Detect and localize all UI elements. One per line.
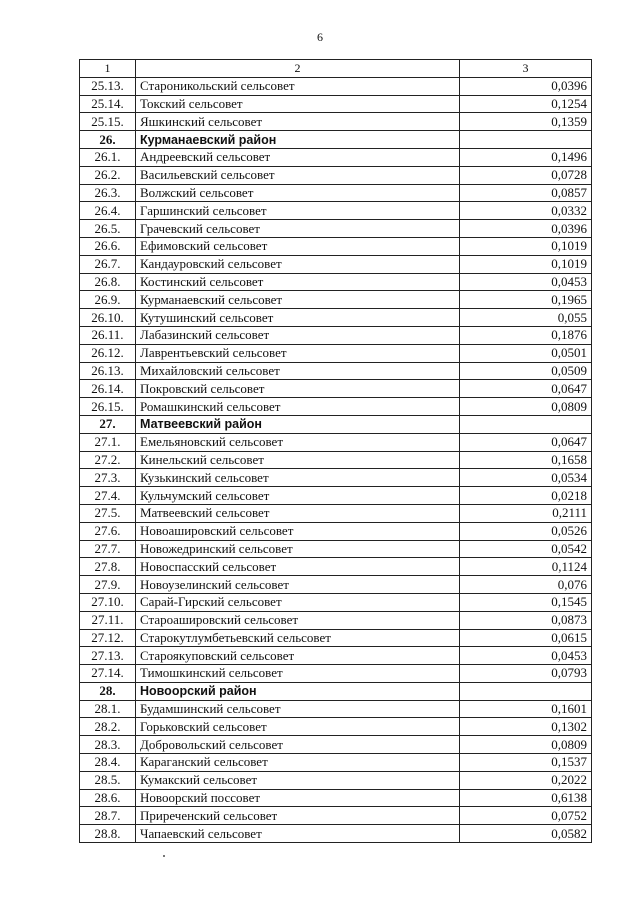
municipality-name: Лабазинский сельсовет (136, 326, 460, 344)
municipality-name: Староякуповский сельсовет (136, 647, 460, 665)
municipality-name: Васильевский сельсовет (136, 166, 460, 184)
row-number: 26.2. (80, 166, 136, 184)
municipality-name: Костинский сельсовет (136, 273, 460, 291)
municipality-name: Кинельский сельсовет (136, 451, 460, 469)
row-number: 27.6. (80, 522, 136, 540)
municipality-name: Новоспасский сельсовет (136, 558, 460, 576)
coefficient-value: 0,0534 (460, 469, 592, 487)
row-number: 26. (80, 131, 136, 149)
coefficient-value: 0,1965 (460, 291, 592, 309)
table-row (80, 665, 592, 683)
table-row (80, 611, 592, 629)
coefficient-value: 0,1302 (460, 718, 592, 736)
district-header-row (80, 682, 592, 700)
table-row (80, 148, 592, 166)
row-number: 27.9. (80, 576, 136, 594)
table-row (80, 593, 592, 611)
row-number: 27.7. (80, 540, 136, 558)
coefficient-value: 0,0752 (460, 807, 592, 825)
table-row (80, 700, 592, 718)
column-header-name: 2 (136, 60, 460, 78)
municipality-name: Гаршинский сельсовет (136, 202, 460, 220)
municipality-name: Будамшинский сельсовет (136, 700, 460, 718)
coefficient-value: 0,0615 (460, 629, 592, 647)
table-row (80, 522, 592, 540)
row-number: 26.5. (80, 220, 136, 238)
coefficient-value: 0,0542 (460, 540, 592, 558)
coefficient-value: 0,0728 (460, 166, 592, 184)
coefficient-value: 0,1019 (460, 237, 592, 255)
municipality-name: Ромашкинский сельсовет (136, 398, 460, 416)
table-row (80, 629, 592, 647)
table-header-row (80, 60, 592, 78)
municipality-name: Добровольский сельсовет (136, 736, 460, 754)
table-row (80, 754, 592, 772)
coefficient-value: 0,0647 (460, 433, 592, 451)
municipality-name: Приреченский сельсовет (136, 807, 460, 825)
coefficient-value: 0,1545 (460, 593, 592, 611)
row-number: 28.7. (80, 807, 136, 825)
row-number: 27. (80, 415, 136, 433)
row-number: 25.14. (80, 95, 136, 113)
coefficient-value (460, 131, 592, 149)
municipality-name: Новоорский поссовет (136, 789, 460, 807)
row-number: 26.14. (80, 380, 136, 398)
row-number: 26.13. (80, 362, 136, 380)
row-number: 27.5. (80, 504, 136, 522)
municipality-name: Староникольский сельсовет (136, 77, 460, 95)
table-row (80, 380, 592, 398)
table-row (80, 362, 592, 380)
row-number: 28.3. (80, 736, 136, 754)
table-row (80, 558, 592, 576)
row-number: 28.8. (80, 825, 136, 843)
row-number: 27.14. (80, 665, 136, 683)
municipality-name: Кандауровский сельсовет (136, 255, 460, 273)
row-number: 27.12. (80, 629, 136, 647)
municipality-name: Волжский сельсовет (136, 184, 460, 202)
table-row (80, 718, 592, 736)
district-name: Курманаевский район (136, 131, 460, 149)
coefficient-value (460, 682, 592, 700)
row-number: 26.7. (80, 255, 136, 273)
table-row (80, 487, 592, 505)
municipality-name: Матвеевский сельсовет (136, 504, 460, 522)
table-row (80, 469, 592, 487)
row-number: 27.2. (80, 451, 136, 469)
row-number: 28.5. (80, 771, 136, 789)
row-number: 26.3. (80, 184, 136, 202)
coefficient-value: 0,0453 (460, 647, 592, 665)
coefficient-value: 0,0857 (460, 184, 592, 202)
table-row (80, 540, 592, 558)
municipality-name: Горьковский сельсовет (136, 718, 460, 736)
scan-speck (163, 855, 165, 857)
table-row (80, 309, 592, 327)
municipality-name: Кумакский сельсовет (136, 771, 460, 789)
coefficient-value: 0,0501 (460, 344, 592, 362)
coefficient-value: 0,0873 (460, 611, 592, 629)
table-row (80, 166, 592, 184)
table-row (80, 504, 592, 522)
table-row (80, 255, 592, 273)
table-row (80, 736, 592, 754)
coefficient-value: 0,6138 (460, 789, 592, 807)
municipality-name: Яшкинский сельсовет (136, 113, 460, 131)
row-number: 26.10. (80, 309, 136, 327)
row-number: 27.13. (80, 647, 136, 665)
coefficient-value: 0,1019 (460, 255, 592, 273)
coefficient-value: 0,0582 (460, 825, 592, 843)
row-number: 27.4. (80, 487, 136, 505)
municipality-name: Лаврентьевский сельсовет (136, 344, 460, 362)
coefficient-value: 0,0396 (460, 77, 592, 95)
table-row (80, 433, 592, 451)
row-number: 27.8. (80, 558, 136, 576)
municipality-name: Кульчумский сельсовет (136, 487, 460, 505)
coefficient-value: 0,0396 (460, 220, 592, 238)
table-row (80, 326, 592, 344)
municipality-name: Токский сельсовет (136, 95, 460, 113)
municipality-name: Грачевский сельсовет (136, 220, 460, 238)
coefficient-value: 0,2022 (460, 771, 592, 789)
coefficient-value: 0,1254 (460, 95, 592, 113)
municipality-name: Чапаевский сельсовет (136, 825, 460, 843)
coefficient-value: 0,1537 (460, 754, 592, 772)
municipality-name: Покровский сельсовет (136, 380, 460, 398)
table-row (80, 184, 592, 202)
row-number: 27.1. (80, 433, 136, 451)
table-row (80, 576, 592, 594)
row-number: 27.10. (80, 593, 136, 611)
coefficient-value: 0,1601 (460, 700, 592, 718)
table-row (80, 398, 592, 416)
municipality-name: Старокутлумбетьевский сельсовет (136, 629, 460, 647)
coefficient-value: 0,0218 (460, 487, 592, 505)
municipality-name: Курманаевский сельсовет (136, 291, 460, 309)
district-name: Матвеевский район (136, 415, 460, 433)
coefficient-value: 0,2111 (460, 504, 592, 522)
coefficient-value (460, 415, 592, 433)
row-number: 28. (80, 682, 136, 700)
municipality-name: Караганский сельсовет (136, 754, 460, 772)
table-row (80, 95, 592, 113)
municipality-name: Тимошкинский сельсовет (136, 665, 460, 683)
table-row (80, 825, 592, 843)
row-number: 26.11. (80, 326, 136, 344)
coefficient-value: 0,076 (460, 576, 592, 594)
table-row (80, 220, 592, 238)
column-header-number: 1 (80, 60, 136, 78)
municipality-name: Андреевский сельсовет (136, 148, 460, 166)
row-number: 26.9. (80, 291, 136, 309)
district-name: Новоорский район (136, 682, 460, 700)
municipality-name: Кутушинский сельсовет (136, 309, 460, 327)
table-row (80, 451, 592, 469)
coefficient-value: 0,0509 (460, 362, 592, 380)
table-body (80, 77, 592, 842)
row-number: 28.4. (80, 754, 136, 772)
coefficient-value: 0,0809 (460, 736, 592, 754)
municipality-name: Новожедринский сельсовет (136, 540, 460, 558)
allocation-table (79, 59, 592, 843)
table-row (80, 237, 592, 255)
table-row (80, 344, 592, 362)
coefficient-value: 0,1359 (460, 113, 592, 131)
coefficient-value: 0,0332 (460, 202, 592, 220)
row-number: 25.13. (80, 77, 136, 95)
row-number: 28.6. (80, 789, 136, 807)
coefficient-value: 0,0647 (460, 380, 592, 398)
table-row (80, 647, 592, 665)
row-number: 27.3. (80, 469, 136, 487)
table-row (80, 291, 592, 309)
coefficient-value: 0,0526 (460, 522, 592, 540)
row-number: 26.4. (80, 202, 136, 220)
table-row (80, 807, 592, 825)
municipality-name: Кузькинский сельсовет (136, 469, 460, 487)
table-row (80, 273, 592, 291)
coefficient-value: 0,0793 (460, 665, 592, 683)
row-number: 28.1. (80, 700, 136, 718)
row-number: 26.1. (80, 148, 136, 166)
municipality-name: Староаширoвский сельсовет (136, 611, 460, 629)
row-number: 26.8. (80, 273, 136, 291)
municipality-name: Ефимовский сельсовет (136, 237, 460, 255)
district-header-row (80, 131, 592, 149)
table-row (80, 789, 592, 807)
coefficient-value: 0,1876 (460, 326, 592, 344)
table-row (80, 771, 592, 789)
municipality-name: Новоаширoвский сельсовет (136, 522, 460, 540)
row-number: 26.6. (80, 237, 136, 255)
table-row (80, 113, 592, 131)
coefficient-value: 0,1496 (460, 148, 592, 166)
coefficient-value: 0,1658 (460, 451, 592, 469)
district-header-row (80, 415, 592, 433)
municipality-name: Новоузелинский сельсовет (136, 576, 460, 594)
row-number: 28.2. (80, 718, 136, 736)
municipality-name: Емельяновский сельсовет (136, 433, 460, 451)
municipality-name: Михайловский сельсовет (136, 362, 460, 380)
coefficient-value: 0,1124 (460, 558, 592, 576)
page-number: 6 (317, 30, 323, 44)
row-number: 26.15. (80, 398, 136, 416)
municipality-name: Сарай-Гирский сельсовет (136, 593, 460, 611)
coefficient-value: 0,055 (460, 309, 592, 327)
coefficient-value: 0,0453 (460, 273, 592, 291)
row-number: 25.15. (80, 113, 136, 131)
column-header-value: 3 (460, 60, 592, 78)
row-number: 27.11. (80, 611, 136, 629)
row-number: 26.12. (80, 344, 136, 362)
table-row (80, 202, 592, 220)
coefficient-value: 0,0809 (460, 398, 592, 416)
table-row (80, 77, 592, 95)
